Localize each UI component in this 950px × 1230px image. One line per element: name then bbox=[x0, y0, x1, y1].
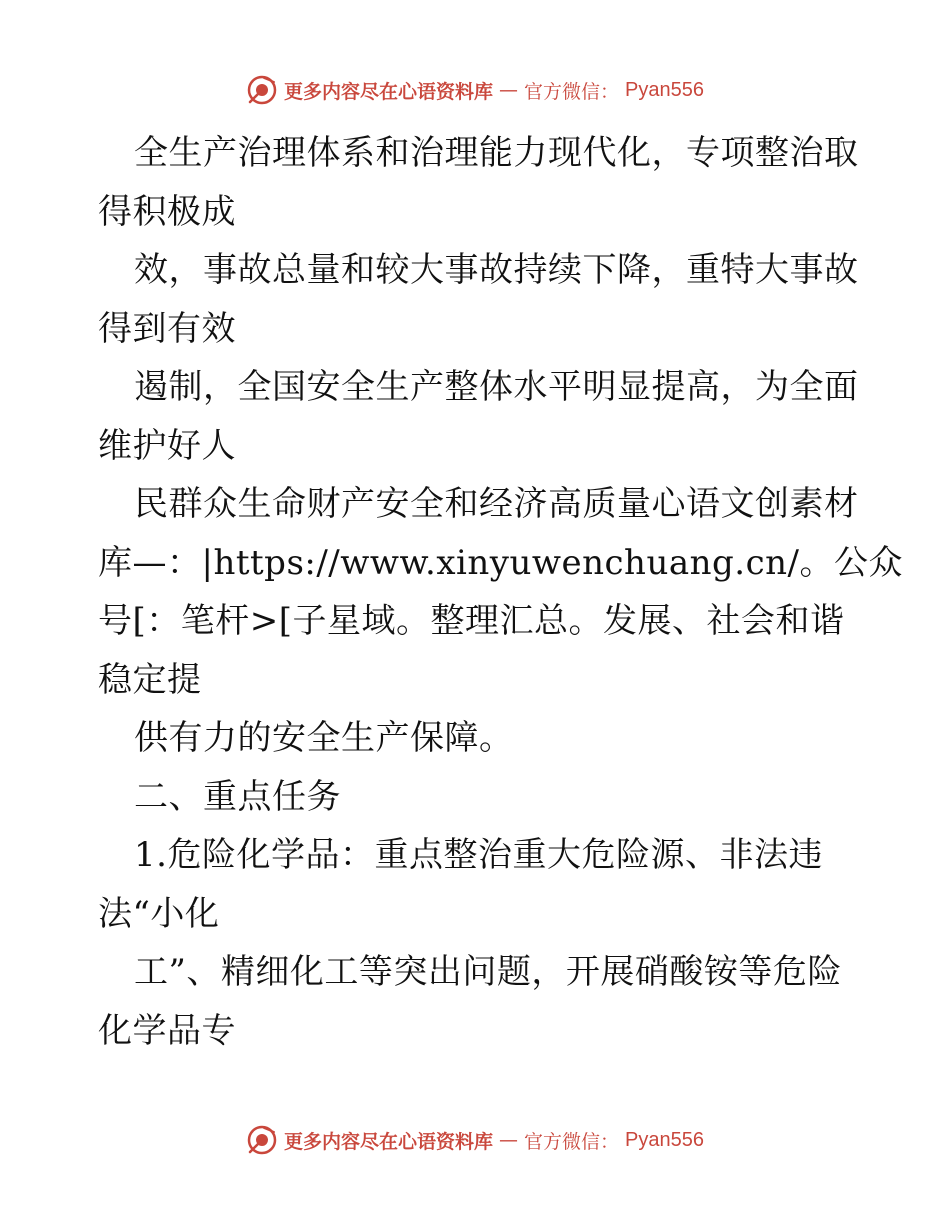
body-line: 工”、精细化工等突出问题，开展硝酸铵等危险 bbox=[134, 952, 842, 992]
body-line: 得积极成 bbox=[98, 191, 236, 232]
footer-banner bbox=[0, 1120, 950, 1160]
brand-logo-icon bbox=[246, 1124, 278, 1156]
header-banner bbox=[0, 70, 950, 110]
body-line: 遏制，全国安全生产整体水平明显提高，为全面 bbox=[134, 367, 859, 407]
body-line: 维护好人 bbox=[98, 425, 236, 466]
banner-dash: — bbox=[499, 1129, 519, 1151]
body-line: 稳定提 bbox=[98, 659, 202, 700]
body-line: 库—：|https://www.xinyuwenchuang.cn/。公众 bbox=[98, 542, 903, 583]
body-line: 效，事故总量和较大事故持续下降，重特大事故 bbox=[134, 250, 859, 290]
body-line: 化学品专 bbox=[98, 1010, 236, 1051]
banner-site-text: 更多内容尽在心语资料库 bbox=[284, 1130, 494, 1153]
document-body bbox=[98, 124, 903, 1060]
banner-site-text: 更多内容尽在心语资料库 bbox=[284, 80, 494, 103]
banner-wechat-id: Pyan556 bbox=[625, 78, 704, 101]
body-line: 民群众生命财产安全和经济高质量心语文创素材 bbox=[134, 484, 859, 524]
body-line: 供有力的安全生产保障。 bbox=[134, 718, 514, 758]
body-line: 法“小化 bbox=[98, 893, 220, 934]
banner-wechat-id: Pyan556 bbox=[625, 1128, 704, 1151]
body-line: 1.危险化学品：重点整治重大危险源、非法违 bbox=[134, 835, 823, 875]
banner-dash: — bbox=[499, 79, 519, 101]
body-line: 得到有效 bbox=[98, 308, 236, 349]
banner-wechat-label: 官方微信： bbox=[524, 1130, 620, 1153]
body-line: 号[：笔杆>[子星域。整理汇总。发展、社会和谐 bbox=[98, 601, 845, 641]
body-line: 全生产治理体系和治理能力现代化，专项整治取 bbox=[134, 133, 859, 173]
brand-logo-icon bbox=[246, 74, 278, 106]
banner-wechat-label: 官方微信： bbox=[524, 80, 620, 103]
body-line: 二、重点任务 bbox=[134, 776, 341, 817]
